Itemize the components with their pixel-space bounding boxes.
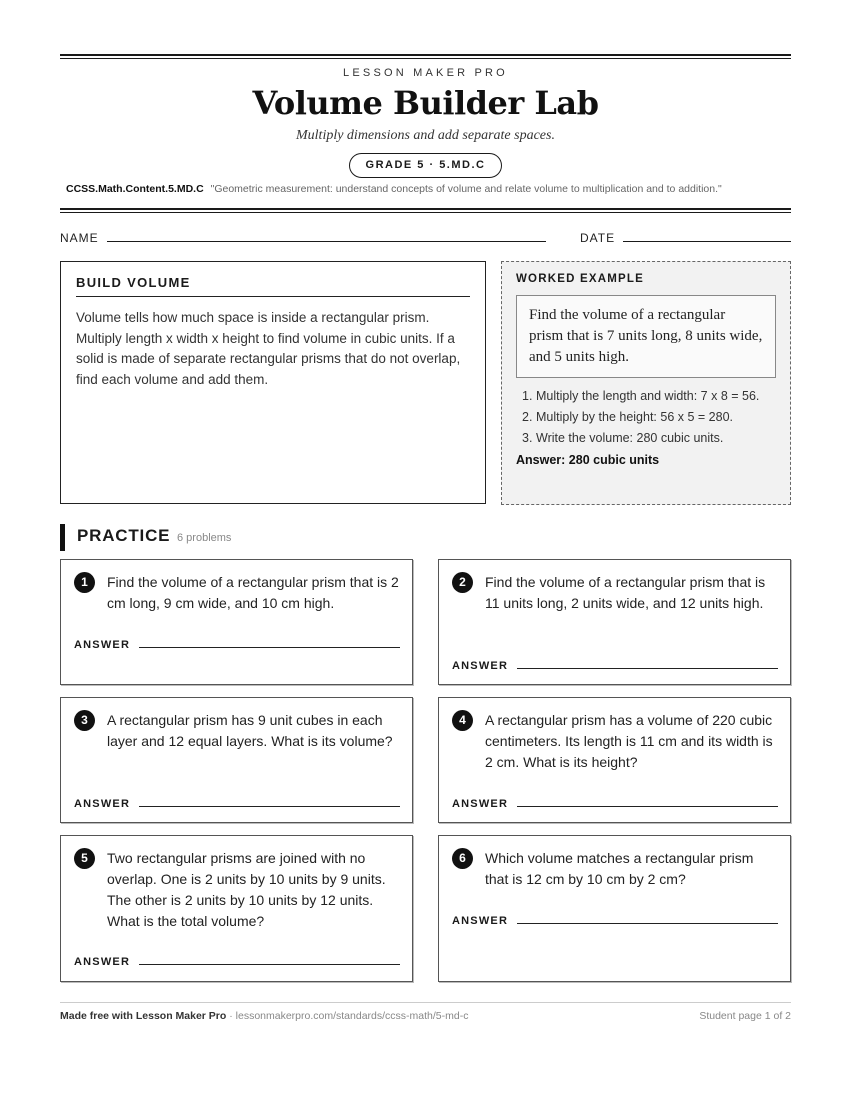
- problem-number: 5: [74, 848, 95, 869]
- worked-example-step: 1. Multiply the length and width: 7 x 8 = 56.: [522, 389, 760, 403]
- answer-label: ANSWER: [452, 660, 509, 672]
- answer-label: ANSWER: [452, 798, 509, 810]
- problem-text: Find the volume of a rectangular prism that is 2 cm long, 9 cm wide, and 10 cm high.: [107, 574, 399, 611]
- problem-card-6: [438, 835, 791, 982]
- answer-row: [452, 915, 778, 927]
- footer-credit: [60, 1010, 468, 1022]
- build-volume-text: Volume tells how much space is inside a rectangular prism. Multiply length x width x height to find volume in cubic units. If a solid is made of separate rectangular prisms that do not overlap, find each volume and add them.: [76, 310, 461, 387]
- worked-example-problem: Find the volume of a rectangular prism that is 7 units long, 8 units wide, and 5 units high.: [516, 295, 776, 378]
- grade-badge: GRADE 5 · 5.MD.C: [349, 153, 502, 178]
- standard-description: "Geometric measurement: understand concepts of volume and relate volume to multiplication and to addition.": [210, 183, 722, 195]
- problem-text: Which volume matches a rectangular prism that is 12 cm by 10 cm by 2 cm?: [485, 850, 754, 887]
- answer-row: [452, 660, 778, 672]
- worked-example-panel: [501, 261, 791, 505]
- answer-field[interactable]: [139, 647, 400, 648]
- problem-number: 1: [74, 572, 95, 593]
- standard-reference: [66, 183, 791, 195]
- answer-row: [74, 639, 400, 651]
- problem-card-3: [60, 697, 413, 823]
- worksheet-subtitle: Multiply dimensions and add separate spaces.: [296, 128, 555, 143]
- problem-text: Find the volume of a rectangular prism that is 11 units long, 2 units wide, and 12 units high.: [485, 574, 766, 611]
- answer-row: [452, 798, 778, 810]
- problem-text: Two rectangular prisms are joined with no overlap. One is 2 units by 10 units by 9 units. The other is 2 units by 10 units by 12 units. What is the total volume?: [107, 850, 386, 929]
- answer-row: [74, 956, 400, 968]
- header-bottom-rule: [60, 208, 791, 213]
- worked-example-step: 2. Multiply by the height: 56 x 5 = 280.: [522, 410, 733, 424]
- problem-card-1: [60, 559, 413, 685]
- brand-name: LESSON MAKER PRO: [343, 67, 508, 79]
- practice-heading: PRACTICE: [77, 526, 171, 545]
- answer-field[interactable]: [517, 668, 778, 669]
- answer-field[interactable]: [517, 806, 778, 807]
- name-field[interactable]: [107, 241, 546, 242]
- problem-number: 4: [452, 710, 473, 731]
- worked-example-step: 3. Write the volume: 280 cubic units.: [522, 431, 724, 445]
- build-volume-panel: [60, 261, 486, 504]
- date-field[interactable]: [623, 241, 791, 242]
- problem-text: A rectangular prism has a volume of 220 cubic centimeters. Its length is 11 cm and its width is 2 cm. What is its height?: [485, 712, 773, 770]
- footer-rule: [60, 1002, 791, 1003]
- answer-field[interactable]: [139, 964, 400, 965]
- practice-count: 6 problems: [177, 532, 232, 544]
- worksheet-page: [60, 0, 791, 1100]
- answer-label: ANSWER: [74, 639, 131, 651]
- answer-label: ANSWER: [74, 798, 131, 810]
- problem-number: 6: [452, 848, 473, 869]
- worksheet-title: Volume Builder Lab: [252, 84, 599, 122]
- answer-field[interactable]: [139, 806, 400, 807]
- build-volume-heading: BUILD VOLUME: [76, 275, 470, 297]
- footer-url[interactable]: · lessonmakerpro.com/standards/ccss-math/5-md-c: [226, 1010, 469, 1022]
- name-label: NAME: [60, 231, 99, 245]
- answer-label: ANSWER: [74, 956, 131, 968]
- problem-card-4: [438, 697, 791, 823]
- answer-field[interactable]: [517, 923, 778, 924]
- problem-card-2: [438, 559, 791, 685]
- worked-example-heading: WORKED EXAMPLE: [516, 273, 644, 285]
- problem-card-5: [60, 835, 413, 982]
- problem-number: 2: [452, 572, 473, 593]
- worked-example-steps: [516, 386, 776, 449]
- problem-text: A rectangular prism has 9 unit cubes in each layer and 12 equal layers. What is its volume?: [107, 712, 393, 749]
- date-label: DATE: [580, 231, 616, 245]
- standard-code: CCSS.Math.Content.5.MD.C: [66, 183, 204, 195]
- answer-row: [74, 798, 400, 810]
- problem-number: 3: [74, 710, 95, 731]
- header-top-rule: [60, 54, 791, 59]
- footer-made-with: Made free with Lesson Maker Pro: [60, 1010, 227, 1022]
- answer-label: ANSWER: [452, 915, 509, 927]
- footer-page-number: Student page 1 of 2: [699, 1010, 791, 1022]
- practice-accent-bar: [60, 524, 65, 551]
- worked-example-answer: Answer: 280 cubic units: [516, 453, 660, 467]
